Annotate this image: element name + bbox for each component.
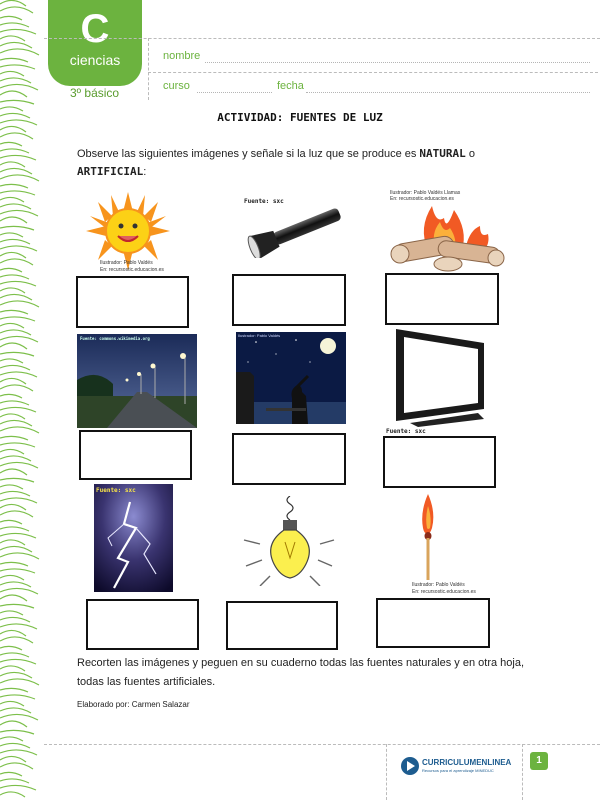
date-label: fecha xyxy=(277,80,304,92)
answer-box-lightbulb[interactable] xyxy=(226,601,338,650)
subject-letter: C xyxy=(80,7,110,51)
lightbulb-image xyxy=(240,496,336,586)
street-lights-image xyxy=(77,334,197,428)
subject-name: ciencias xyxy=(69,52,121,68)
page-number: 1 xyxy=(530,752,548,770)
moon-night-image xyxy=(236,332,346,424)
curriculum-logo-icon xyxy=(400,756,420,776)
instruction-connector: o xyxy=(465,148,475,160)
date-field[interactable] xyxy=(306,92,590,93)
campfire-image xyxy=(388,200,506,272)
name-field[interactable] xyxy=(205,62,590,63)
match-credit-2: En: recursostic.educacion.es xyxy=(412,589,476,595)
course-label: curso xyxy=(163,80,190,92)
artificial-word: ARTIFICIAL xyxy=(77,165,144,178)
header-divider-top xyxy=(44,38,600,39)
fire-credit-2: En: recursostic.educacion.es xyxy=(390,196,454,202)
answer-box-match[interactable] xyxy=(376,598,490,648)
subject-badge xyxy=(48,0,142,86)
flashlight-image xyxy=(245,196,350,258)
answer-box-lightning[interactable] xyxy=(86,599,199,650)
answer-box-flashlight[interactable] xyxy=(232,274,346,326)
curriculum-logo-name: CURRICULUMENLINEA xyxy=(422,758,512,767)
sun-credit-2: En: recursostic.educacion.es xyxy=(100,267,164,273)
curriculum-logo-tagline: Recursos para el aprendizaje MINEDUC xyxy=(422,768,494,773)
course-field[interactable] xyxy=(197,92,272,93)
street-lights-credit: Fuente: commons.wikimedia.org xyxy=(80,336,150,341)
footer-divider-vertical-1 xyxy=(386,744,387,800)
moon-credit: Ilustrador: Pablo Valdés xyxy=(238,333,281,338)
instruction-text xyxy=(77,145,517,181)
grade-label: 3º básico xyxy=(70,86,120,100)
activity-title: ACTIVIDAD: FUENTES DE LUZ xyxy=(217,111,383,124)
answer-box-sun[interactable] xyxy=(76,276,189,328)
television-source: Fuente: sxc xyxy=(386,428,426,435)
natural-word: NATURAL xyxy=(419,147,466,160)
footer-divider xyxy=(44,744,600,745)
flashlight-source: Fuente: sxc xyxy=(244,198,284,205)
name-label: nombre xyxy=(163,50,201,62)
match-credit-1: Ilustrador: Pablo Valdés xyxy=(412,582,465,588)
curriculum-logo[interactable] xyxy=(400,756,512,781)
sun-credit-1: Ilustrador: Pablo Valdés xyxy=(100,260,153,266)
header-divider-mid xyxy=(148,72,598,73)
author-credit: Elaborado por: Carmen Salazar xyxy=(77,700,190,709)
instruction-prefix: Observe las siguientes imágenes y señale si la luz que se produce es xyxy=(77,148,420,160)
answer-box-moon[interactable] xyxy=(232,433,346,485)
header-divider-vertical xyxy=(148,38,149,100)
answer-box-street-lights[interactable] xyxy=(79,430,192,480)
instruction-suffix: : xyxy=(143,166,147,178)
lightning-source: Fuente: sxc xyxy=(96,487,136,494)
fire-credit-1: Ilustrador: Pablo Valdés Llamas xyxy=(390,190,461,196)
match-image xyxy=(418,494,438,580)
lightning-image xyxy=(94,484,173,592)
footer-divider-vertical-2 xyxy=(522,744,523,800)
closing-instruction: Recorten las imágenes y peguen en su cuaderno todas las fuentes naturales y en otra hoja, todas las fuentes artificiales. xyxy=(77,657,525,688)
answer-box-campfire[interactable] xyxy=(385,273,499,325)
answer-box-television[interactable] xyxy=(383,436,496,488)
television-image xyxy=(388,323,490,427)
